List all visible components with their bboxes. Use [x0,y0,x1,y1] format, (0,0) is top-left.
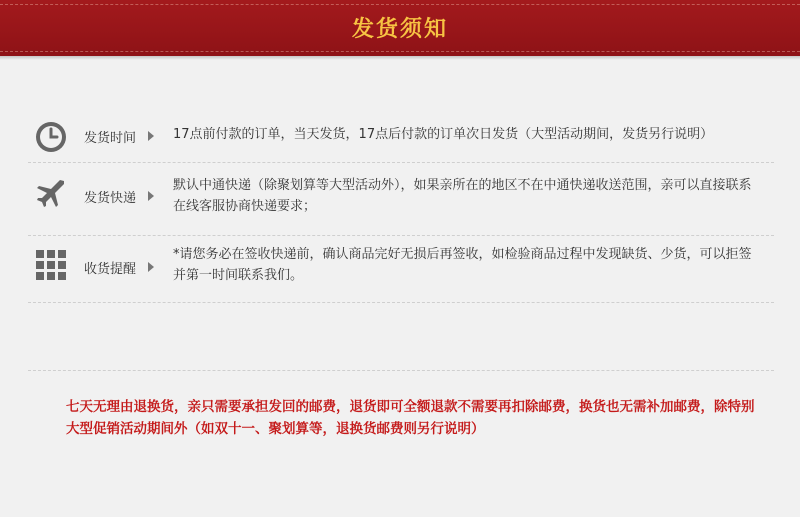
courier-label: 发货快递 [84,191,137,206]
courier-text: 默认中通快递（除聚划算等大型活动外），如果亲所在的地区不在中通快递收送范围，亲可以直接联系在线客服协商快递要求； [173,178,752,214]
arrow-right-icon [148,131,154,141]
banner-shadow [0,56,800,60]
divider [28,370,774,371]
arrow-right-icon [148,191,154,201]
airplane-icon [34,177,68,211]
receipt-reminder-label: 收货提醒 [84,262,137,277]
grid-icon [34,248,68,282]
shipping-time-label: 发货时间 [84,131,137,146]
list-item [28,112,774,163]
clock-icon [34,120,68,154]
return-policy-notice: 七天无理由退换货，亲只需要承担发回的邮费，退货即可全额退款不需要再扣除邮费，换货也无需补加邮费，除特别大型促销活动期间外（如双十一、聚划算等，退换货邮费则另行说明） [66,399,755,437]
receipt-reminder-text: *请您务必在签收快递前，确认商品完好无损后再签收，如检验商品过程中发现缺货、少货，可以拒签并第一时间联系我们。 [173,247,752,283]
shipping-time-text: 17点前付款的订单，当天发货，17点后付款的订单次日发货（大型活动期间，发货另行说明） [173,127,714,142]
info-list [28,112,774,303]
page-title: 发货须知 [351,17,448,42]
list-item [28,163,774,236]
list-item [28,236,774,303]
header-banner [0,0,800,56]
arrow-right-icon [148,262,154,272]
